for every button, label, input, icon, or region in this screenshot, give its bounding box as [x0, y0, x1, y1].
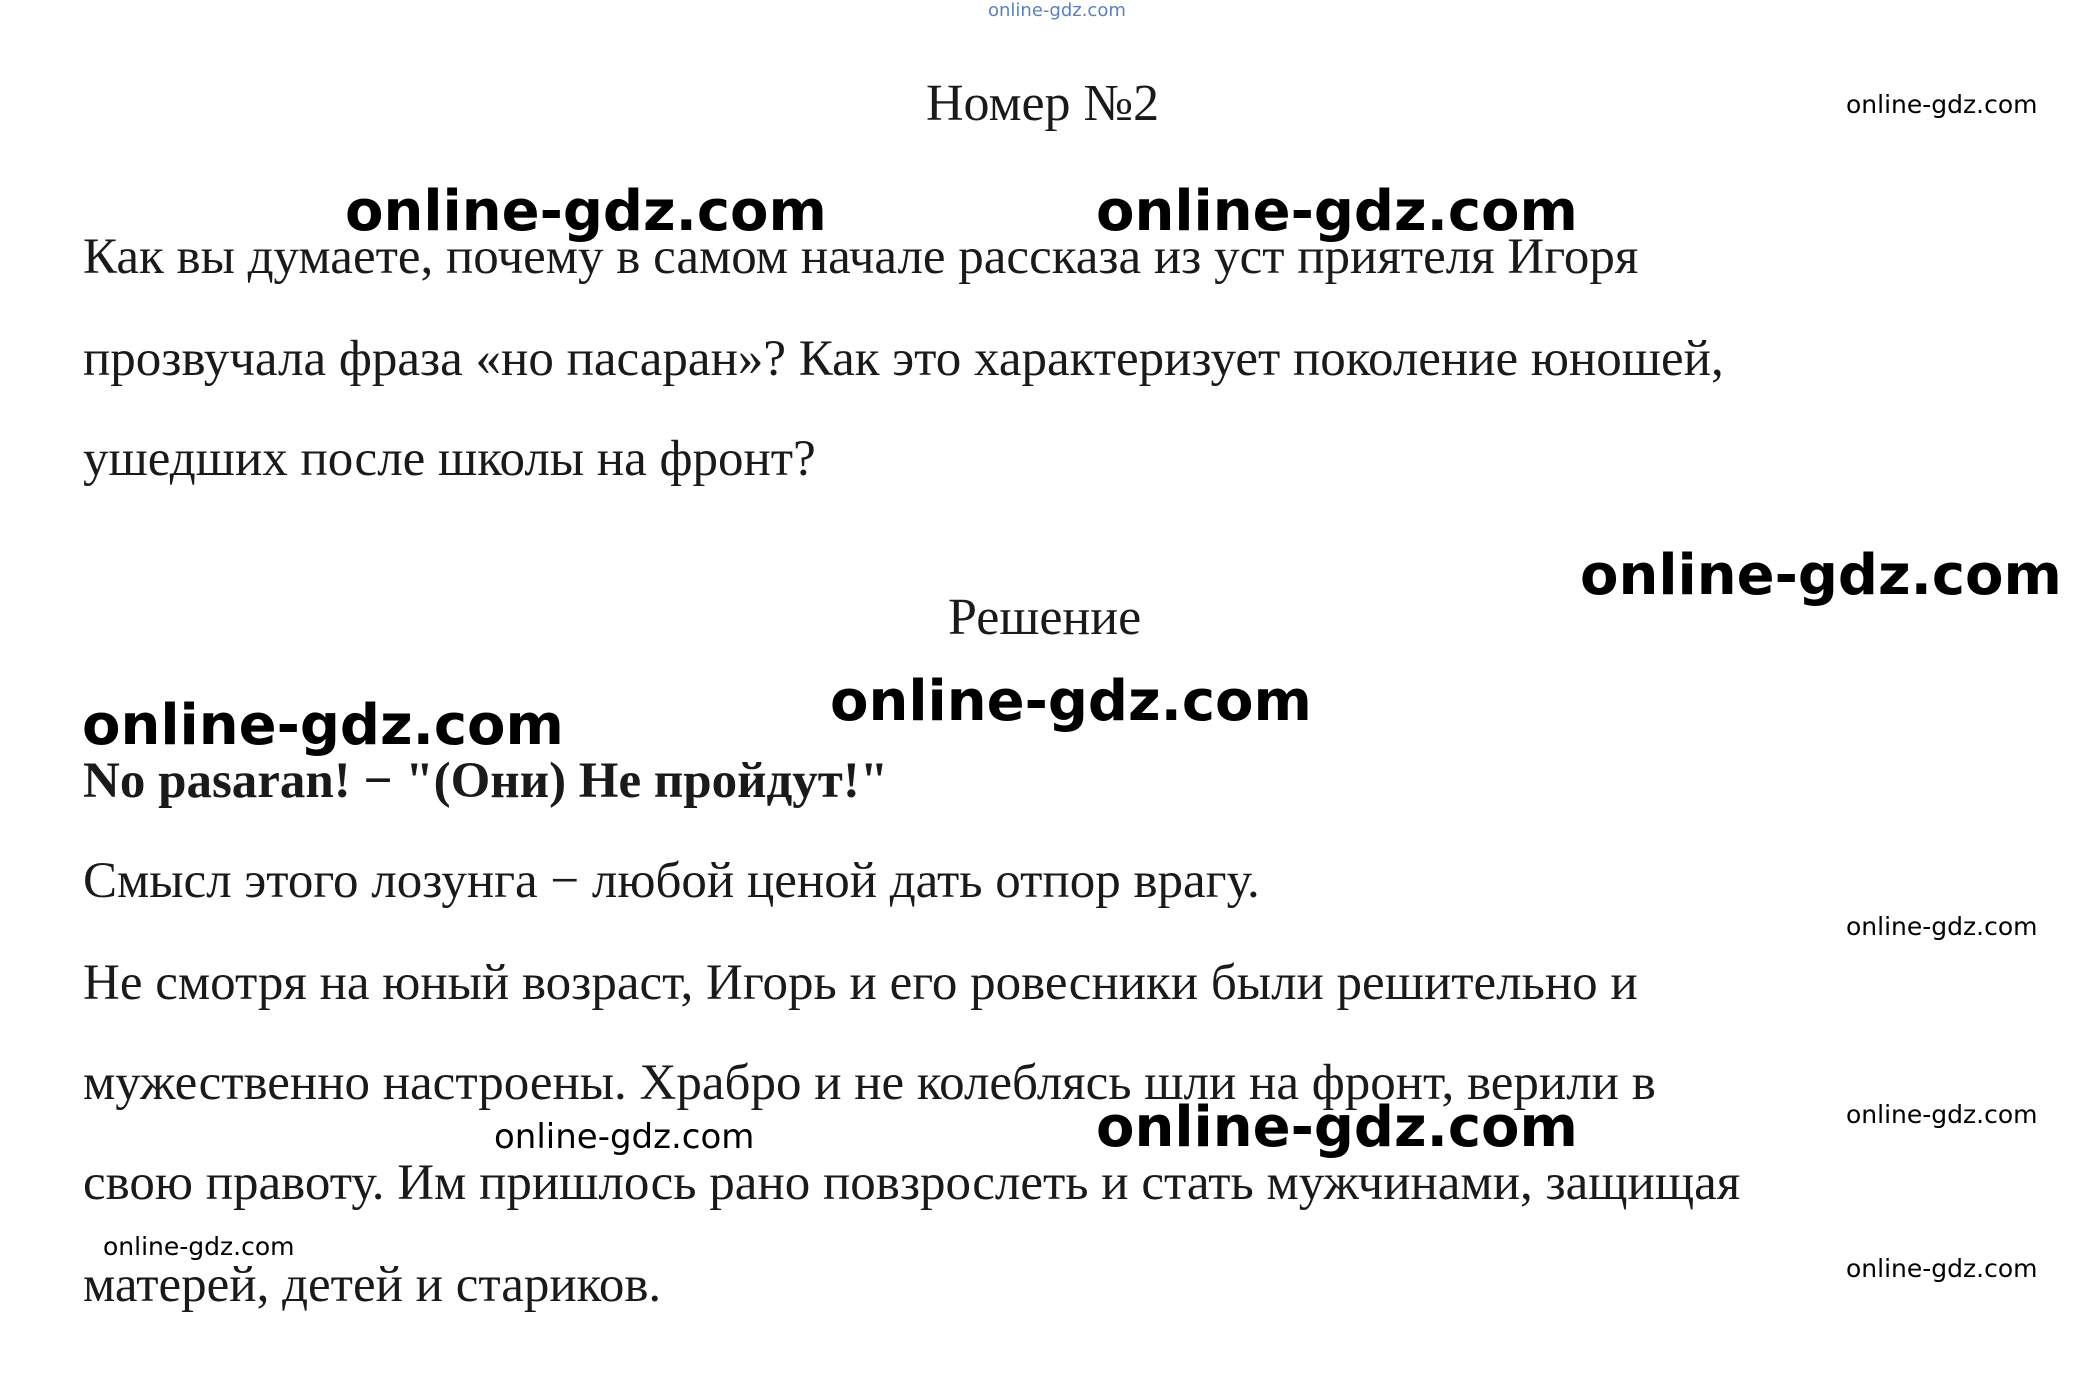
watermark: online-gdz.com — [345, 179, 827, 244]
watermark: online-gdz.com — [1096, 1095, 1578, 1160]
question-line: Как вы думаете, почему в самом начале рассказа из уст приятеля Игоря — [83, 229, 1639, 285]
answer-line: матерей, детей и стариков. — [83, 1257, 662, 1313]
solution-heading: Решение — [948, 589, 1142, 646]
answer-line: свою правоту. Им пришлось рано повзрослеть и стать мужчинами, защищая — [83, 1155, 1741, 1211]
watermark: online-gdz.com — [1096, 179, 1578, 244]
watermark: online-gdz.com — [1580, 543, 2062, 608]
watermark: online-gdz.com — [82, 693, 564, 758]
answer-line: Смысл этого лозунга − любой ценой дать отпор врагу. — [83, 853, 1260, 909]
answer-line: мужественно настроены. Храбро и не колеблясь шли на фронт, верили в — [83, 1055, 1656, 1111]
answer-bold-line: No pasaran! − "(Они) Не пройдут!" — [83, 753, 889, 809]
watermark: online-gdz.com — [1846, 912, 2038, 941]
watermark: online-gdz.com — [830, 669, 1312, 734]
question-line: прозвучала фраза «но пасаран»? Как это характеризует поколение юношей, — [83, 331, 1724, 387]
page-title: Номер №2 — [926, 75, 1160, 132]
watermark: online-gdz.com — [103, 1232, 295, 1261]
question-line: ушедших после школы на фронт? — [83, 431, 816, 487]
watermark: online-gdz.com — [494, 1117, 755, 1157]
answer-line: Не смотря на юный возраст, Игорь и его ровесники были решительно и — [83, 955, 1638, 1011]
watermark: online-gdz.com — [1846, 1100, 2038, 1129]
watermark: online-gdz.com — [1846, 90, 2038, 119]
header-watermark: online-gdz.com — [988, 0, 1126, 21]
watermark: online-gdz.com — [1846, 1254, 2038, 1283]
